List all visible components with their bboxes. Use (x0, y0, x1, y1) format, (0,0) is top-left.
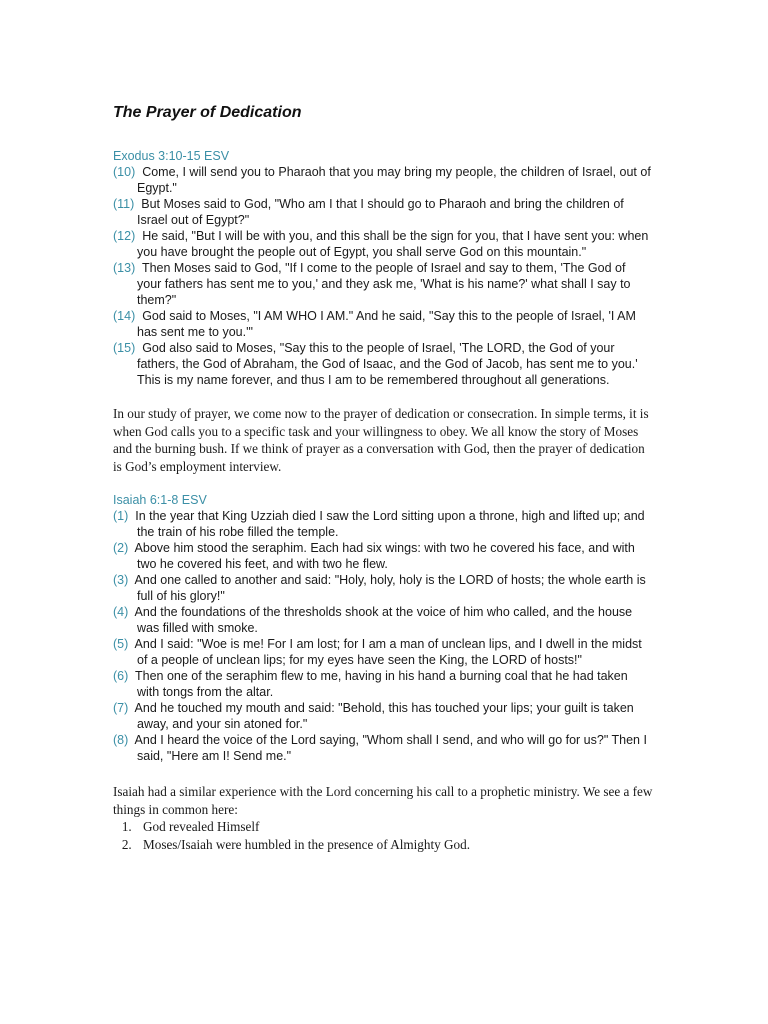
verse-number: (8) (113, 733, 129, 747)
verse-number: (14) (113, 309, 136, 323)
verse (113, 604, 653, 636)
verse (113, 700, 653, 732)
verse-text: And I said: "Woe is me! For I am lost; for I am a man of unclean lips, and I dwell in the midst of a people of unclean lips; for my eyes have seen the King, the LORD of hosts!" (134, 637, 642, 667)
verse-text: And one called to another and said: "Holy, holy, holy is the LORD of hosts; the whole earth is full of his glory!" (134, 573, 646, 603)
verse-text: And I heard the voice of the Lord saying, "Whom shall I send, and who will go for us?" Then I said, "Here am I! Send me." (134, 733, 647, 763)
verse-number: (1) (113, 509, 129, 523)
verse-text: And the foundations of the thresholds shook at the voice of him who called, and the house was filled with smoke. (134, 605, 633, 635)
paragraph-comparison: Isaiah had a similar experience with the Lord concerning his call to a prophetic ministry. We see a few things in common here: (113, 784, 653, 817)
verse (113, 508, 653, 540)
verse-text: Above him stood the seraphim. Each had six wings: with two he covered his face, and with two he covered his feet, and with two he flew. (134, 541, 635, 571)
verse-text: And he touched my mouth and said: "Behold, this has touched your lips; your guilt is taken away, and your sin atoned for." (134, 701, 634, 731)
verse-text: Come, I will send you to Pharaoh that you may bring my people, the children of Israel, out of Egypt." (137, 165, 651, 195)
verse-number: (4) (113, 605, 129, 619)
common-points-list (113, 818, 653, 854)
verse-number: (10) (113, 165, 136, 179)
verse-text: He said, "But I will be with you, and this shall be the sign for you, that I have sent you: when you have brought the people out of Egypt, you shall serve God on this mountain." (137, 229, 649, 259)
scripture-reference-isaiah: Isaiah 6:1-8 ESV (113, 493, 207, 507)
verse-number: (2) (113, 541, 129, 555)
verse-number: (15) (113, 341, 136, 355)
paragraph-intro: In our study of prayer, we come now to the prayer of dedication or consecration. In simple terms, it is when God calls you to a specific task and your willingness to obey. We all know the story of Moses and the burning bush. If we think of prayer as a conversation with God, then the prayer of dedication is God’s employment interview. (113, 406, 649, 474)
verse-number: (6) (113, 669, 129, 683)
verse-number: (3) (113, 573, 129, 587)
verse-text: God said to Moses, "I AM WHO I AM." And he said, "Say this to the people of Israel, 'I AM has sent me to you.'" (137, 309, 636, 339)
verse (113, 340, 653, 388)
verse-number: (11) (113, 197, 135, 211)
scripture-reference-exodus: Exodus 3:10-15 ESV (113, 149, 230, 163)
verse (113, 668, 653, 700)
verse (113, 228, 653, 260)
verse-text: But Moses said to God, "Who am I that I should go to Pharaoh and bring the children of Israel out of Egypt?" (137, 197, 624, 227)
verse-text: Then one of the seraphim flew to me, having in his hand a burning coal that he had taken with tongs from the altar. (135, 669, 628, 699)
verse (113, 196, 653, 228)
verse (113, 308, 653, 340)
verse-number: (5) (113, 637, 129, 651)
verse-text: God also said to Moses, "Say this to the people of Israel, 'The LORD, the God of your fathers, the God of Abraham, the God of Isaac, and the God of Jacob, has sent me to you.' This is my name forever, and thus I am to be remembered throughout all generations. (137, 341, 638, 387)
verse (113, 636, 653, 668)
verse (113, 540, 653, 572)
list-item: 2. Moses/Isaiah were humbled in the presence of Almighty God. (135, 836, 653, 854)
verse (113, 572, 653, 604)
verse-text: Then Moses said to God, "If I come to the people of Israel and say to them, 'The God of your fathers has sent me to you,' and they ask me, 'What is his name?' what shall I say to them?" (137, 261, 631, 307)
verse-text: In the year that King Uzziah died I saw the Lord sitting upon a throne, high and lifted up; and the train of his robe filled the temple. (135, 509, 645, 539)
verse (113, 732, 653, 764)
verse-number: (7) (113, 701, 129, 715)
document-page (113, 104, 653, 854)
verse (113, 164, 653, 196)
exodus-verses (113, 164, 653, 388)
verse (113, 260, 653, 308)
document-title: The Prayer of Dedication (113, 104, 302, 121)
verse-number: (12) (113, 229, 136, 243)
isaiah-verses (113, 508, 653, 764)
verse-number: (13) (113, 261, 136, 275)
list-item: 1. God revealed Himself (135, 818, 653, 836)
